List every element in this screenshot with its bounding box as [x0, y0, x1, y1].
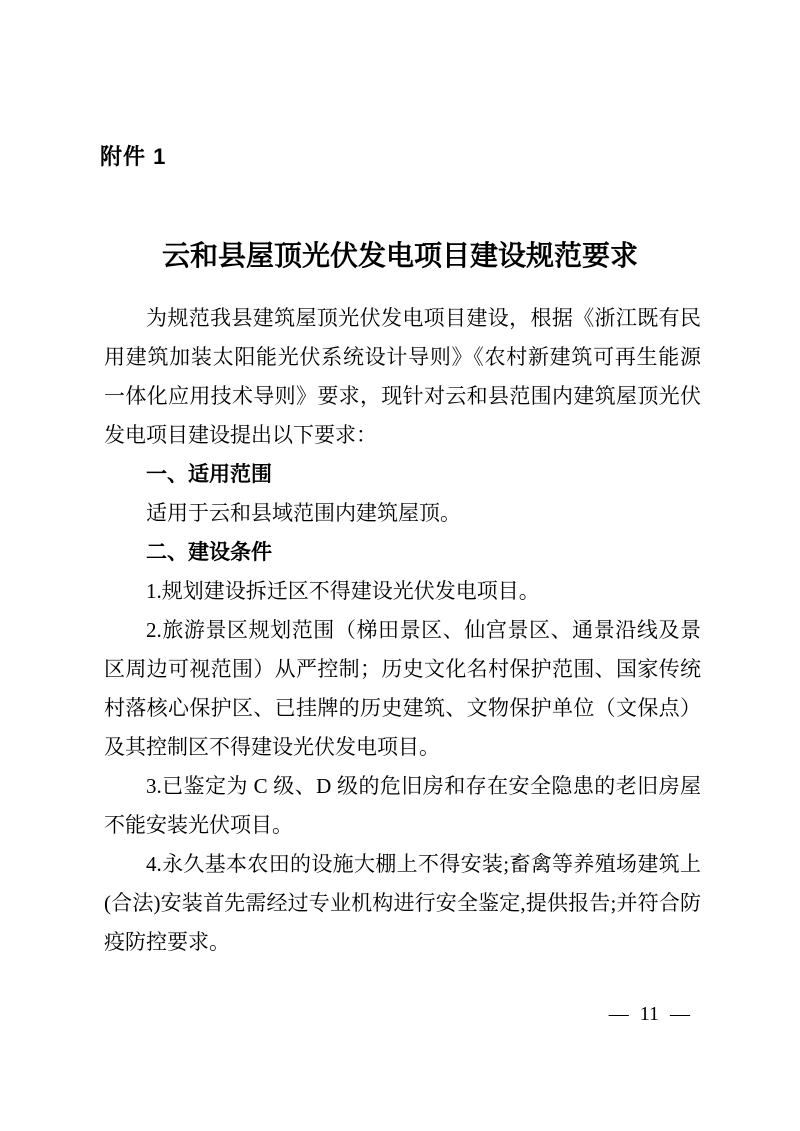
attachment-label: 附件 1 [100, 144, 167, 169]
intro-paragraph: 为规范我县建筑屋顶光伏发电项目建设，根据《浙江既有民用建筑加装太阳能光伏系统设计导则》《农村新建筑可再生能源一体化应用技术导则》要求，现针对云和县范围内建筑屋顶光伏发电项目建设提出以下要求： [104, 306, 701, 447]
section-heading-scope: 一、适用范围 [146, 463, 272, 486]
condition-item-1: 1.规划建设拆迁区不得建设光伏发电项目。 [146, 579, 540, 603]
condition-item-3: 3.已鉴定为 C 级、D 级的危旧房和存在安全隐患的老旧房屋不能安装光伏项目。 [104, 774, 701, 837]
condition-item-2: 2.旅游景区规划范围（梯田景区、仙宫景区、通景沿线及景区周边可视范围）从严控制；历史文化名村保护范围、国家传统村落核心保护区、已挂牌的历史建筑、文物保护单位（文保点）及其控制区不得建设光伏发电项目。 [104, 618, 701, 759]
condition-item-4: 4.永久基本农田的设施大棚上不得安装;畜禽等养殖场建筑上(合法)安装首先需经过专业机构进行安全鉴定,提供报告;并符合防疫防控要求。 [104, 852, 701, 954]
document-title: 云和县屋顶光伏发电项目建设规范要求 [161, 240, 638, 272]
section-heading-conditions: 二、建设条件 [146, 541, 272, 564]
page-number: — 11 — [608, 1003, 690, 1025]
scope-paragraph: 适用于云和县域范围内建筑屋顶。 [146, 501, 461, 525]
document-body [104, 299, 701, 962]
